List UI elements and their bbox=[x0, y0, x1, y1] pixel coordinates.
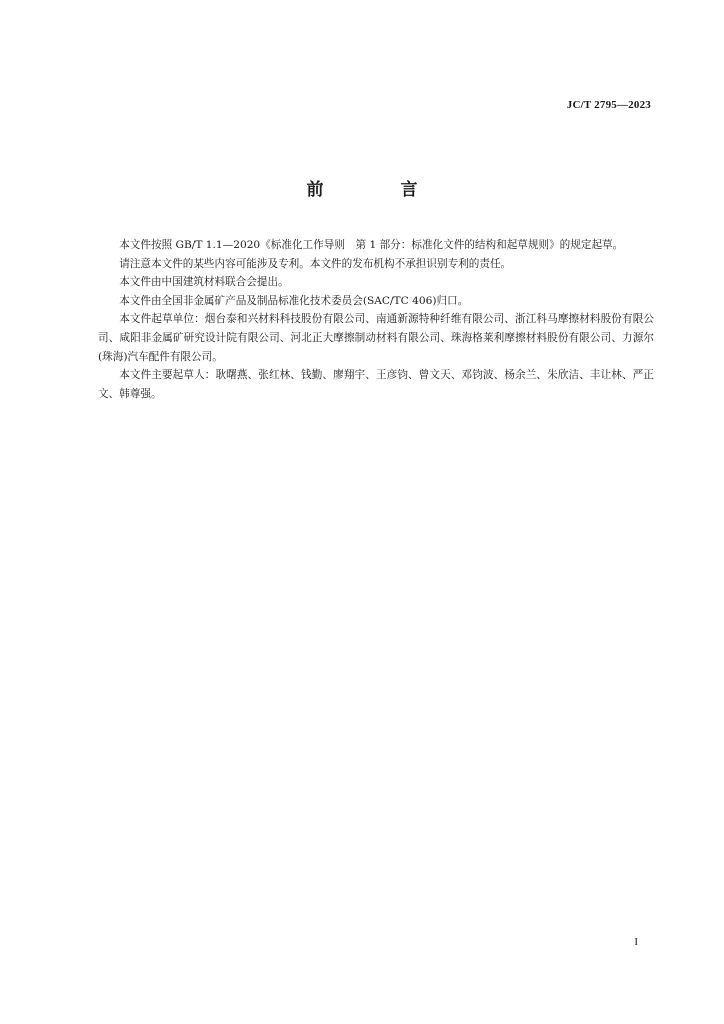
preface-body bbox=[98, 236, 654, 403]
paragraph-drafters: 本文件主要起草人：耿曙燕、张红林、钱勤、廖翔宇、王彦钧、曾文天、邓钧波、杨余兰、朱欣洁、丰让林、严正文、韩尊强。 bbox=[98, 369, 654, 400]
paragraph-drafting-units: 本文件起草单位：烟台泰和兴材料科技股份有限公司、南通新源特种纤维有限公司、浙江科马摩擦材料股份有限公司、咸阳非金属矿研究设计院有限公司、河北正大摩擦制动材料有限公司、珠海格莱利摩擦材料股份有限公司、力源尔(珠海)汽车配件有限公司。 bbox=[98, 313, 654, 363]
paragraph-proposer: 本文件由中国建筑材料联合会提出。 bbox=[119, 276, 289, 289]
paragraph-drafting-rules: 本文件按照 GB/T 1.1—2020《标准化工作导则 第 1 部分：标准化文件的结构和起草规则》的规定起草。 bbox=[119, 239, 624, 251]
paragraph-patent-notice: 请注意本文件的某些内容可能涉及专利。本文件的发布机构不承担识别专利的责任。 bbox=[119, 257, 512, 270]
paragraph-committee: 本文件由全国非金属矿产品及制品标准化技术委员会(SAC/TC 406)归口。 bbox=[119, 294, 469, 307]
standard-code: JC/T 2795—2023 bbox=[566, 99, 651, 111]
page-number: I bbox=[634, 936, 638, 948]
page-title: 前 言 bbox=[306, 180, 448, 200]
